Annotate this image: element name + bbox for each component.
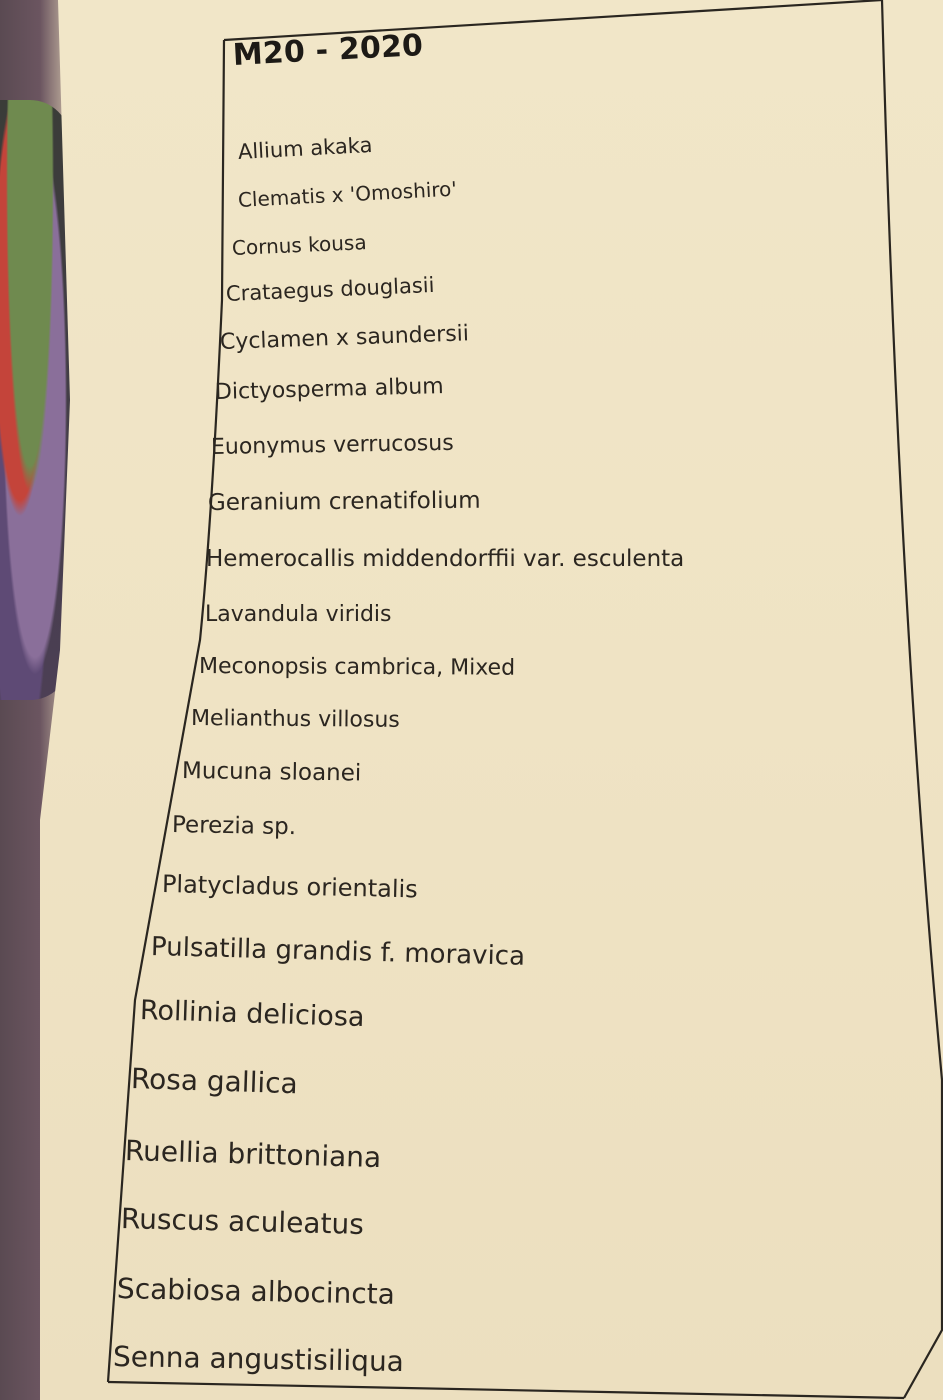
list-item: Rollinia deliciosa (139, 995, 365, 1034)
list-item: Euonymus verrucosus (210, 430, 454, 460)
list-item: Crataegus douglasii (225, 272, 435, 306)
list-item: Pulsatilla grandis f. moravica (150, 932, 526, 972)
list-item: Cyclamen x saundersii (219, 321, 470, 355)
list-item: Scabiosa albocincta (116, 1272, 396, 1311)
list-item: Rosa gallica (130, 1062, 299, 1101)
list-item: Dictyosperma album (214, 374, 444, 405)
list-item: Clematis x 'Omoshiro' (237, 176, 458, 212)
list-item: Ruellia brittoniana (124, 1134, 382, 1175)
list-item: Hemerocallis middendorffii var. esculenta (206, 546, 685, 572)
list-item: Allium akaka (237, 132, 373, 164)
sheet-title: M20 - 2020 (232, 28, 425, 73)
list-item: Mucuna sloanei (181, 758, 362, 787)
list-item: Ruscus aculeatus (120, 1202, 365, 1241)
list-item: Lavandula viridis (205, 602, 392, 627)
list-item: Senna angustisiliqua (112, 1340, 405, 1379)
list-item: Perezia sp. (171, 812, 297, 841)
list-item: Platycladus orientalis (161, 870, 419, 904)
list-item: Meconopsis cambrica, Mixed (198, 654, 516, 681)
list-item: Cornus kousa (231, 230, 368, 260)
list-item: Geranium crenatifolium (207, 487, 481, 516)
list-item: Melianthus villosus (190, 706, 400, 733)
